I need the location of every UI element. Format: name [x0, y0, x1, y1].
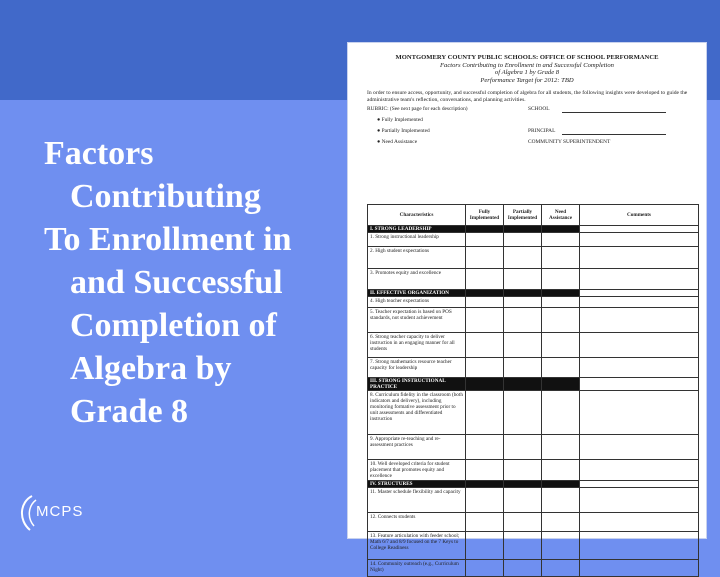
section-cell	[542, 378, 580, 391]
section-cell	[466, 226, 504, 233]
section-cell	[504, 226, 542, 233]
section-cell	[504, 378, 542, 391]
rating-cell	[466, 308, 504, 333]
rating-cell	[504, 297, 542, 308]
rating-cell	[504, 233, 542, 247]
section-cell	[466, 290, 504, 297]
document-image	[348, 43, 706, 573]
rating-cell	[542, 297, 580, 308]
rating-cell	[504, 435, 542, 460]
rating-cell	[504, 513, 542, 532]
rating-cell	[580, 560, 699, 577]
table-row	[368, 460, 699, 481]
column-header: Fully Implemented	[466, 205, 504, 226]
characteristic-cell: 1. Strong instructional leadership	[368, 233, 466, 247]
rubric-label: RUBRIC: (See next page for each description)	[367, 106, 468, 113]
characteristic-cell: 14. Community outreach (e.g., Curriculum Night)	[368, 560, 466, 577]
table-row	[368, 269, 699, 290]
rating-cell	[580, 308, 699, 333]
rating-cell	[542, 391, 580, 435]
rating-cell	[504, 391, 542, 435]
doc-heading: MONTGOMERY COUNTY PUBLIC SCHOOLS: OFFICE OF SCHOOL PERFORMANCE	[395, 54, 659, 61]
characteristic-cell: 11. Master schedule flexibility and capacity	[368, 488, 466, 513]
table-row	[368, 297, 699, 308]
rubric-key	[348, 103, 706, 159]
table-row	[368, 358, 699, 378]
rating-cell	[466, 269, 504, 290]
rating-cell	[466, 247, 504, 269]
section-cell	[580, 226, 699, 233]
section-row	[368, 378, 699, 391]
section-cell	[466, 481, 504, 488]
slide-title	[44, 132, 344, 433]
rating-cell	[466, 391, 504, 435]
rating-cell	[466, 513, 504, 532]
rating-cell	[580, 488, 699, 513]
section-cell	[542, 290, 580, 297]
table-row	[368, 513, 699, 532]
rating-cell	[466, 233, 504, 247]
rating-cell	[542, 460, 580, 481]
rating-cell	[504, 488, 542, 513]
doc-intro: In order to ensure access, opportunity, and successful completion of algebra for all students, the following insights were developed to guide the administrative team's reflection, conversations, and planning activities.	[367, 90, 688, 103]
rating-cell	[466, 358, 504, 378]
section-title: II. EFFECTIVE ORGANIZATION	[368, 290, 466, 297]
rating-cell	[580, 269, 699, 290]
column-header: Comments	[580, 205, 699, 226]
table-row	[368, 560, 699, 577]
table-header-row	[368, 205, 699, 226]
rating-cell	[504, 532, 542, 560]
characteristic-cell: 9. Appropriate re-teaching and re-assessment practices	[368, 435, 466, 460]
rating-cell	[542, 269, 580, 290]
rating-cell	[504, 358, 542, 378]
rating-cell	[542, 488, 580, 513]
characteristic-cell: 3. Promotes equity and excellence	[368, 269, 466, 290]
rating-cell	[580, 233, 699, 247]
section-title: I. STRONG LEADERSHIP	[368, 226, 466, 233]
characteristic-cell: 2. High student expectations	[368, 247, 466, 269]
document-heading	[348, 54, 706, 84]
rating-cell	[466, 460, 504, 481]
title-line: and Successful	[70, 264, 283, 301]
rubric-table	[367, 204, 699, 577]
rating-cell	[504, 247, 542, 269]
characteristic-cell: 4. High teacher expectations	[368, 297, 466, 308]
table-row	[368, 308, 699, 333]
characteristic-cell: 7. Strong mathematics resource teacher capacity for leadership	[368, 358, 466, 378]
section-title: IV. STRUCTURES	[368, 481, 466, 488]
rating-cell	[542, 247, 580, 269]
rating-cell	[580, 358, 699, 378]
rating-cell	[504, 560, 542, 577]
rating-cell	[504, 269, 542, 290]
legend-item: ● Fully Implemented	[377, 117, 423, 124]
characteristic-cell: 12. Connects students	[368, 513, 466, 532]
characteristic-cell: 10. Well developed criteria for student placement that promotes equity and excellence	[368, 460, 466, 481]
rating-cell	[542, 308, 580, 333]
section-row	[368, 290, 699, 297]
rating-cell	[542, 435, 580, 460]
rating-cell	[580, 297, 699, 308]
title-line: Algebra by	[70, 350, 232, 387]
table-row	[368, 333, 699, 358]
doc-subheading: Factors Contributing to Enrollment in and Successful Completion	[440, 61, 614, 69]
rating-cell	[466, 488, 504, 513]
section-cell	[504, 481, 542, 488]
section-cell	[580, 481, 699, 488]
section-row	[368, 481, 699, 488]
rating-cell	[466, 333, 504, 358]
rating-cell	[504, 460, 542, 481]
rating-cell	[542, 513, 580, 532]
rating-cell	[580, 247, 699, 269]
section-cell	[580, 378, 699, 391]
title-line: Factors	[44, 135, 154, 172]
title-line: Grade 8	[70, 393, 189, 430]
rating-cell	[580, 391, 699, 435]
rating-cell	[542, 333, 580, 358]
column-header: Partially Implemented	[504, 205, 542, 226]
rating-cell	[466, 560, 504, 577]
principal-line	[562, 134, 666, 135]
section-row	[368, 226, 699, 233]
rating-cell	[542, 532, 580, 560]
rating-cell	[466, 297, 504, 308]
section-cell	[504, 290, 542, 297]
school-line	[562, 112, 666, 113]
legend-item: ● Need Assistance	[377, 139, 418, 146]
rating-cell	[580, 513, 699, 532]
section-cell	[542, 481, 580, 488]
column-header: Characteristics	[368, 205, 466, 226]
section-title: III. STRONG INSTRUCTIONAL PRACTICE	[368, 378, 466, 391]
table-row	[368, 233, 699, 247]
section-cell	[580, 290, 699, 297]
doc-subheading: of Algebra 1 by Grade 8	[494, 69, 560, 77]
legend-item: ● Partially Implemented	[377, 128, 430, 135]
supt-label: COMMUNITY SUPERINTENDENT	[528, 139, 611, 146]
rating-cell	[580, 460, 699, 481]
table-row	[368, 247, 699, 269]
school-label: SCHOOL	[528, 106, 550, 113]
rating-cell	[504, 333, 542, 358]
title-line: Contributing	[70, 178, 261, 215]
title-line: Completion of	[70, 307, 277, 344]
characteristic-cell: 6. Strong teacher capacity to deliver instruction in an engaging manner for all students	[368, 333, 466, 358]
section-cell	[466, 378, 504, 391]
principal-label: PRINCIPAL	[528, 128, 556, 135]
title-line: To Enrollment in	[44, 221, 292, 258]
rating-cell	[580, 333, 699, 358]
characteristic-cell: 8. Curriculum fidelity in the classroom (both indicators and delivery), including monitoring formative assessment prior to unit assessments and differentiated instruction	[368, 391, 466, 435]
logo-text: MCPS	[36, 503, 84, 520]
rating-cell	[504, 308, 542, 333]
table-row	[368, 391, 699, 435]
rating-cell	[580, 532, 699, 560]
table-row	[368, 488, 699, 513]
rating-cell	[542, 560, 580, 577]
characteristic-cell: 13. Feature articulation with feeder school; Math 6/7 and 8/9 focused on the 7 Keys to College Readiness	[368, 532, 466, 560]
rating-cell	[466, 435, 504, 460]
characteristic-cell: 5. Teacher expectation is based on POS standards, not student achievement	[368, 308, 466, 333]
section-cell	[542, 226, 580, 233]
rating-cell	[466, 532, 504, 560]
table-body	[368, 226, 699, 577]
doc-subheading: Performance Target for 2012: TBD	[480, 76, 574, 84]
rating-cell	[542, 358, 580, 378]
table-row	[368, 435, 699, 460]
column-header: Need Assistance	[542, 205, 580, 226]
rating-cell	[542, 233, 580, 247]
rating-cell	[580, 435, 699, 460]
table-row	[368, 532, 699, 560]
